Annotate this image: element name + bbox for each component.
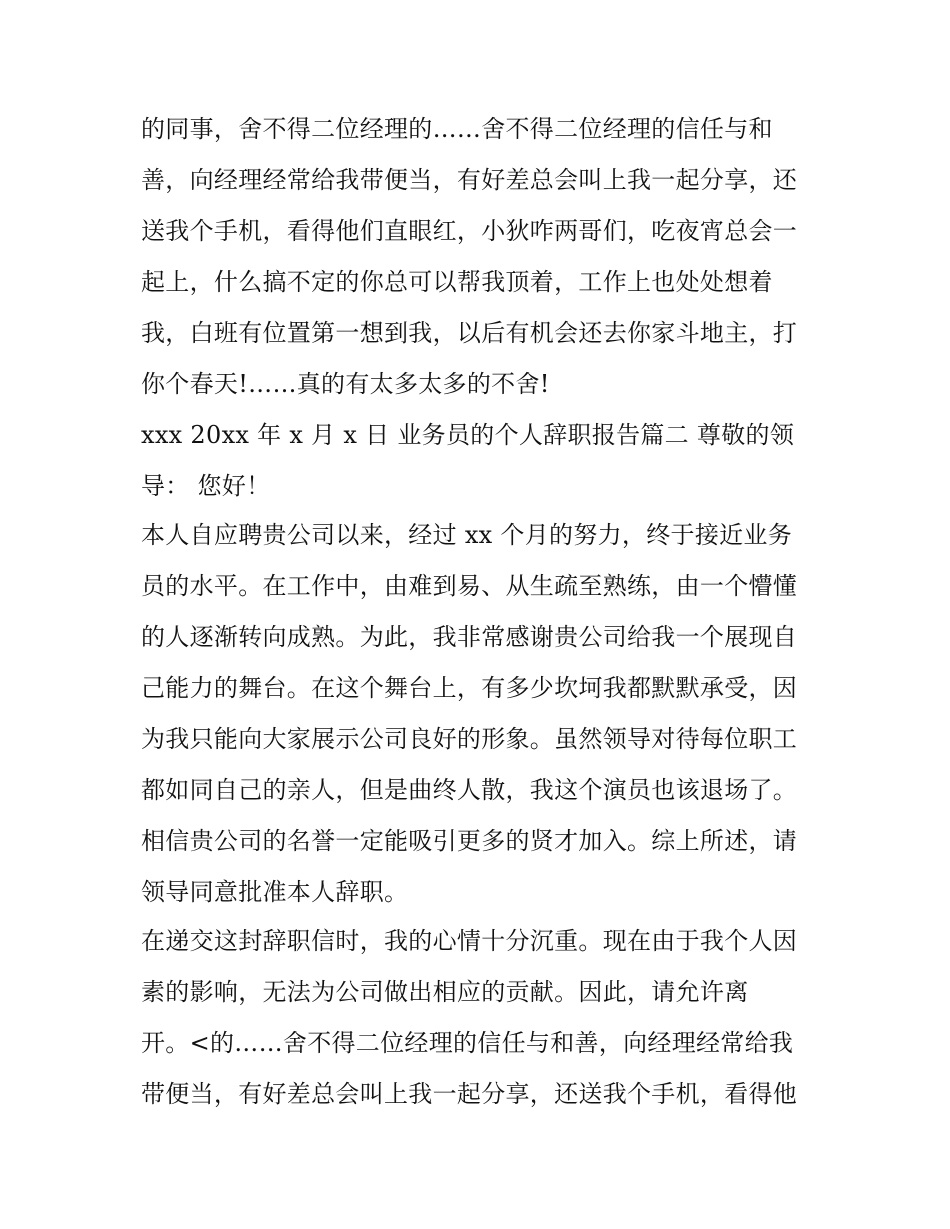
text-line: 善，向经理经常给我带便当，有好差总会叫上我一起分享，还 bbox=[141, 166, 798, 194]
text-line: 你个春天!……真的有太多太多的不舍! bbox=[141, 370, 550, 398]
text-line: 本人自应聘贵公司以来，经过 xx 个月的努力，终于接近业务 bbox=[141, 521, 793, 549]
text-line: 在递交这封辞职信时，我的心情十分沉重。现在由于我个人因 bbox=[141, 927, 798, 955]
text-line: 相信贵公司的名誉一定能吸引更多的贤才加入。综上所述，请 bbox=[141, 827, 798, 855]
text-line: 的人逐渐转向成熟。为此，我非常感谢贵公司给我一个展现自 bbox=[141, 623, 798, 651]
text-line: 的同事，舍不得二位经理的……舍不得二位经理的信任与和 bbox=[141, 115, 773, 143]
text-line: 领导同意批准本人辞职。 bbox=[141, 878, 409, 906]
text-line: 我，白班有位置第一想到我，以后有机会还去你家斗地主，打 bbox=[141, 319, 798, 347]
text-line: 送我个手机，看得他们直眼红，小狄咋两哥们，吃夜宵总会一 bbox=[141, 217, 798, 245]
text-line: 员的水平。在工作中，由难到易、从生疏至熟练，由一个懵懂 bbox=[141, 572, 798, 600]
text-line: 开。<的……舍不得二位经理的信任与和善，向经理经常给我 bbox=[141, 1029, 794, 1057]
text-line: 起上，什么搞不定的你总可以帮我顶着，工作上也处处想着 bbox=[141, 268, 773, 296]
text-line: 导： 您好！ bbox=[141, 472, 271, 500]
text-line: 己能力的舞台。在这个舞台上，有多少坎坷我都默默承受，因 bbox=[141, 674, 798, 702]
text-line: xxx 20xx 年 x 月 x 日 业务员的个人辞职报告篇二 尊敬的领 bbox=[141, 421, 795, 449]
text-line: 为我只能向大家展示公司良好的形象。虽然领导对待每位职工 bbox=[141, 725, 798, 753]
text-line: 素的影响，无法为公司做出相应的贡献。因此，请允许离 bbox=[141, 978, 749, 1006]
text-line: 都如同自己的亲人，但是曲终人散，我这个演员也该退场了。 bbox=[141, 776, 798, 804]
text-line: 带便当，有好差总会叫上我一起分享，还送我个手机，看得他 bbox=[141, 1080, 798, 1108]
